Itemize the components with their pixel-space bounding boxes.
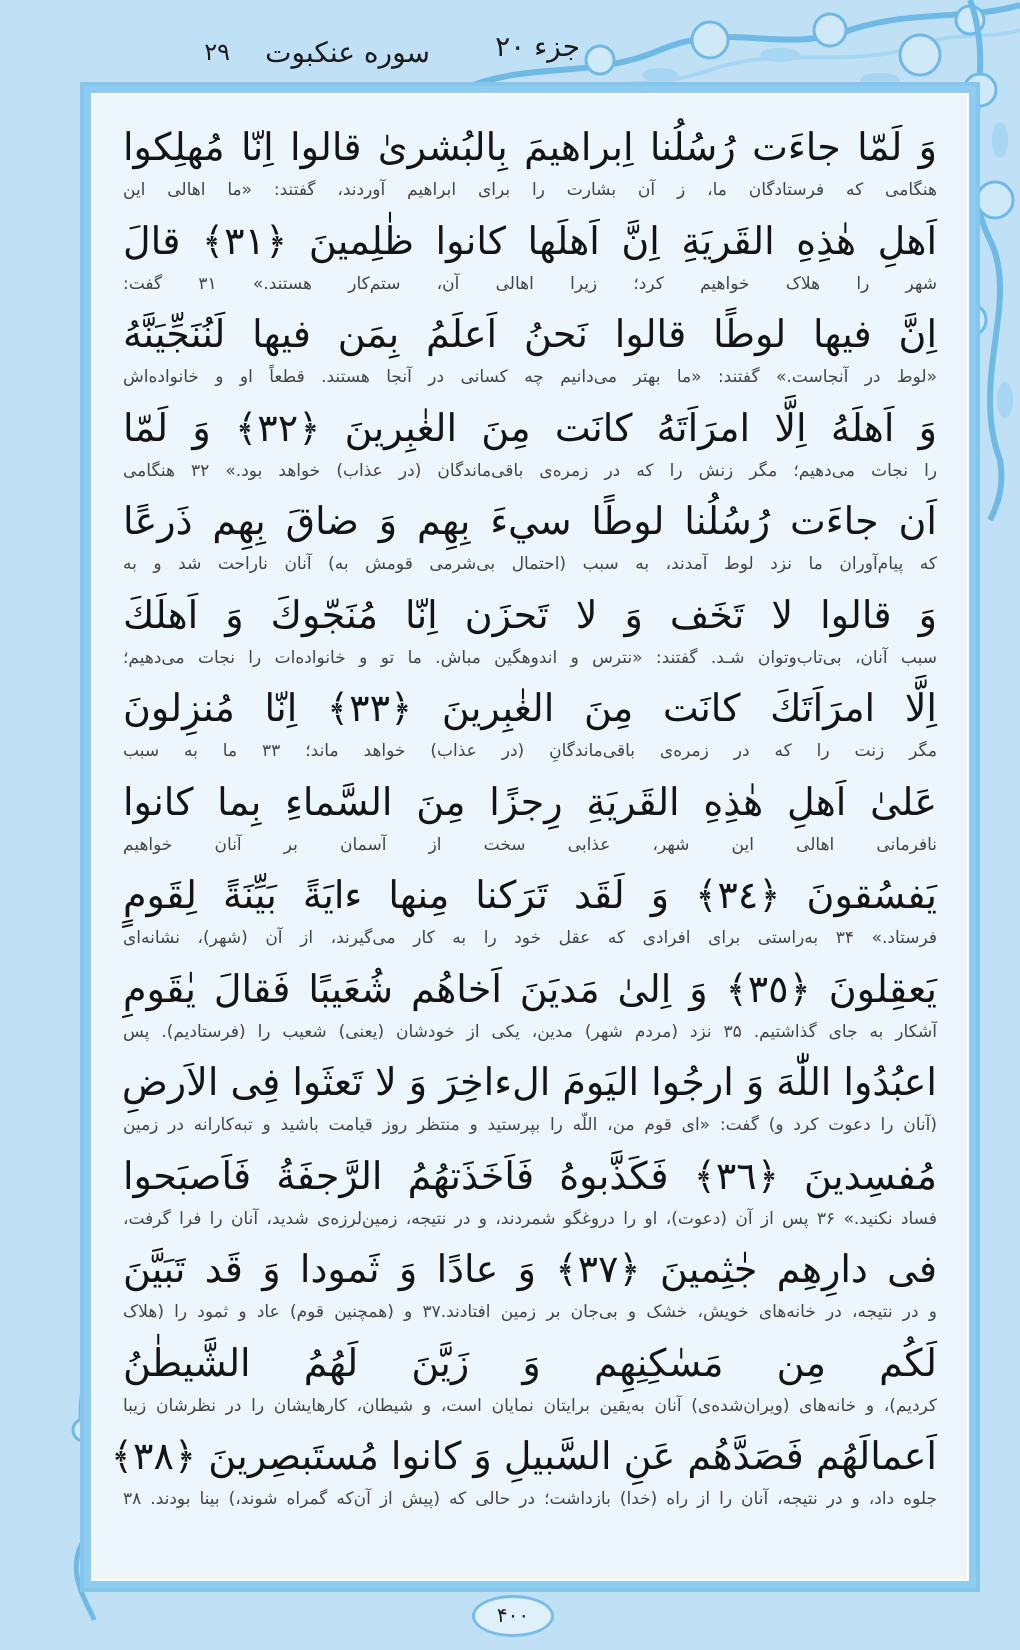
verse-line [123, 117, 937, 211]
translation-text: نافرمانی اهالی این شهر، عذابی سخت از آسمان بر آنان خواهیم [123, 834, 937, 855]
translation-text: سبب آنان، بی‌تاب‌وتوان شـد. گفتند: «نترس و اندوهگین مباش. ما تو و خانواده‌ات را نجات می‌دهیم؛ [123, 647, 937, 668]
translation-text: شهر را هلاک خواهیم کرد؛ زیرا اهالی آن، ستم‌کار هستند.» ۳۱ گفت: [123, 273, 937, 294]
arabic-text: اَن جاءَت رُسُلُنا لوطًا سيءَ بِهِم وَ ضاقَ بِهِم ذَرعًا [123, 499, 937, 543]
verse-line [123, 585, 937, 679]
translation-text: که پیام‌آوران ما نزد لوط آمدند، به سبب (احتمال بی‌شرمی قومش به) آنان ناراحت شد و به [123, 554, 937, 574]
verse-line [123, 1052, 937, 1146]
arabic-text: لَكُم مِن مَسٰكِنِهِم وَ زَيَّنَ لَهُمُ الشَّيطٰنُ [123, 1340, 937, 1385]
translation-text: هنگامی که فرستادگان ما، ز آن بشارت را برای ابراهیم آوردند، گفتند: «ما اهالی این [123, 180, 937, 200]
verse-line [123, 959, 937, 1053]
arabic-text: وَ لَمّا جاءَت رُسُلُنا اِبراهیمَ بِالبُشرىٰ قالوا اِنّا مُهلِكوا [123, 125, 937, 169]
page-header [0, 30, 1020, 80]
arabic-text: اَعمالَهُم فَصَدَّهُم عَنِ السَّبيلِ وَ كانوا مُستَبصِرينَ ﴿٣٨﴾ [110, 1434, 937, 1478]
arabic-text: اعبُدُوا اللّٰهَ وَ ارجُوا اليَومَ الءاخِرَ وَ لا تَعثَوا فِى الاَرضِ [121, 1060, 937, 1104]
translation-text: را نجات می‌دهیم؛ مگر زنش را که در زمره‌ی باقی‌ماندگان (در عذاب) خواهد بود.» ۳۲ هنگامی [123, 460, 938, 481]
arabic-text: يَعقِلونَ ﴿٣٥﴾ وَ اِلىٰ مَديَنَ اَخاهُم شُعَيبًا فَقالَ يٰقَومِ [123, 966, 937, 1011]
verse-line [110, 1426, 937, 1520]
translation-text: «لوط در آنجاست.» گفتند: «ما بهتر می‌دانیم چه کسانی در آنجا هستند. قطعاً او و خانواده‌اش [123, 367, 937, 387]
arabic-text: وَ قالوا لا تَخَف وَ لا تَحزَن اِنّا مُنَجّوكَ وَ اَهلَكَ [123, 592, 937, 637]
verse-line [123, 678, 937, 772]
verse-line [123, 304, 937, 398]
arabic-text: اَهلِ هٰذِهِ القَريَةِ اِنَّ اَهلَها كانوا ظٰلِمينَ ﴿٣١﴾ قالَ [123, 218, 937, 263]
surah-name: سوره عنکبوت [265, 36, 430, 69]
translation-text: آشکار به جای گذاشتیم. ۳۵ نزد (مردم شهر) مدین، یکی از خودشان (یعنی) شعیب را (فرستادیم). پس [123, 1021, 937, 1042]
verse-line [123, 1333, 937, 1427]
arabic-text: فى دارِهِم جٰثِمينَ ﴿٣٧﴾ وَ عادًا وَ ثَمودا وَ قَد تَبَيَّنَ [123, 1247, 937, 1291]
verse-line [123, 1239, 937, 1333]
arabic-text: مُفسِدينَ ﴿٣٦﴾ فَكَذَّبوهُ فَاَخَذَتهُمُ الرَّجفَةُ فَاَصبَحوا [123, 1153, 937, 1198]
arabic-text: اِنَّ فيها لوطًا قالوا نَحنُ اَعلَمُ بِمَن فيها لَنُنَجِّيَنَّهُ [123, 312, 937, 356]
juz-label: جزء ۲۰ [495, 30, 580, 63]
page-frame [80, 82, 980, 1592]
surah-number: ۲۹ [204, 38, 230, 66]
translation-text: کردیم)، و خانه‌های (ویران‌شده‌ی) آنان به‌یقین برایتان نمایان است، و شیطان، کارهایشان را در نظرشان زیبا [123, 1395, 937, 1416]
page-number: ۴۰۰ [472, 1595, 554, 1637]
verse-line [123, 211, 937, 305]
translation-text: جلوه داد، و در نتیجه، آنان را از راه (خدا) بازداشت؛ در حالی که (پیش از آن‌که گمراه شوند،) بینا بودند. ۳۸ [123, 1489, 937, 1509]
arabic-text: وَ اَهلَهُ اِلَّا امرَاَتَهُ كانَت مِنَ الغٰبِرينَ ﴿٣٢﴾ وَ لَمّا [123, 405, 937, 450]
verse-line [123, 865, 937, 959]
verse-line [123, 491, 937, 585]
verse-line [123, 772, 937, 866]
translation-text: فساد نکنید.» ۳۶ پس از آن (دعوت)، او را دروغگو شمردند، و در نتیجه، زمین‌لرزه‌ی شدید، آنان را فرا گرفت، [123, 1208, 937, 1229]
arabic-text: اِلَّا امرَاَتَكَ كانَت مِنَ الغٰبِرينَ ﴿٣٣﴾ اِنّا مُنزِلونَ [123, 686, 937, 730]
translation-text: فرستاد.» ۳۴ به‌راستی برای افرادی که عقل خود را به کار می‌گیرند، از آن (شهر)، نشانه‌ای [123, 928, 938, 948]
translation-text: مگر زنت را که در زمره‌ی باقی‌ماندگانِ (در عذاب) خواهد ماند؛ ۳۳ ما به سبب [123, 741, 937, 761]
verse-line [123, 398, 937, 492]
translation-text: (آنان را دعوت کرد و) گفت: «ای قوم من، اللّه را بپرستید و منتظر روز قیامت باشید و تبه‌کارانه در زمین [123, 1115, 937, 1135]
arabic-text: يَفسُقونَ ﴿٣٤﴾ وَ لَقَد تَرَكنا مِنها ءايَةً بَيِّنَةً لِقَومٍ [123, 873, 937, 917]
arabic-text: عَلىٰ اَهلِ هٰذِهِ القَريَةِ رِجزًا مِنَ السَّماءِ بِما كانوا [123, 779, 937, 824]
verse-line [123, 1146, 937, 1240]
translation-text: و در نتیجه، در خانه‌های خویش، خشک و بی‌جان بر زمین افتادند.۳۷ و (همچنین قوم) عاد و ثمود را (هلاک [123, 1302, 938, 1322]
page-content [91, 93, 969, 1581]
